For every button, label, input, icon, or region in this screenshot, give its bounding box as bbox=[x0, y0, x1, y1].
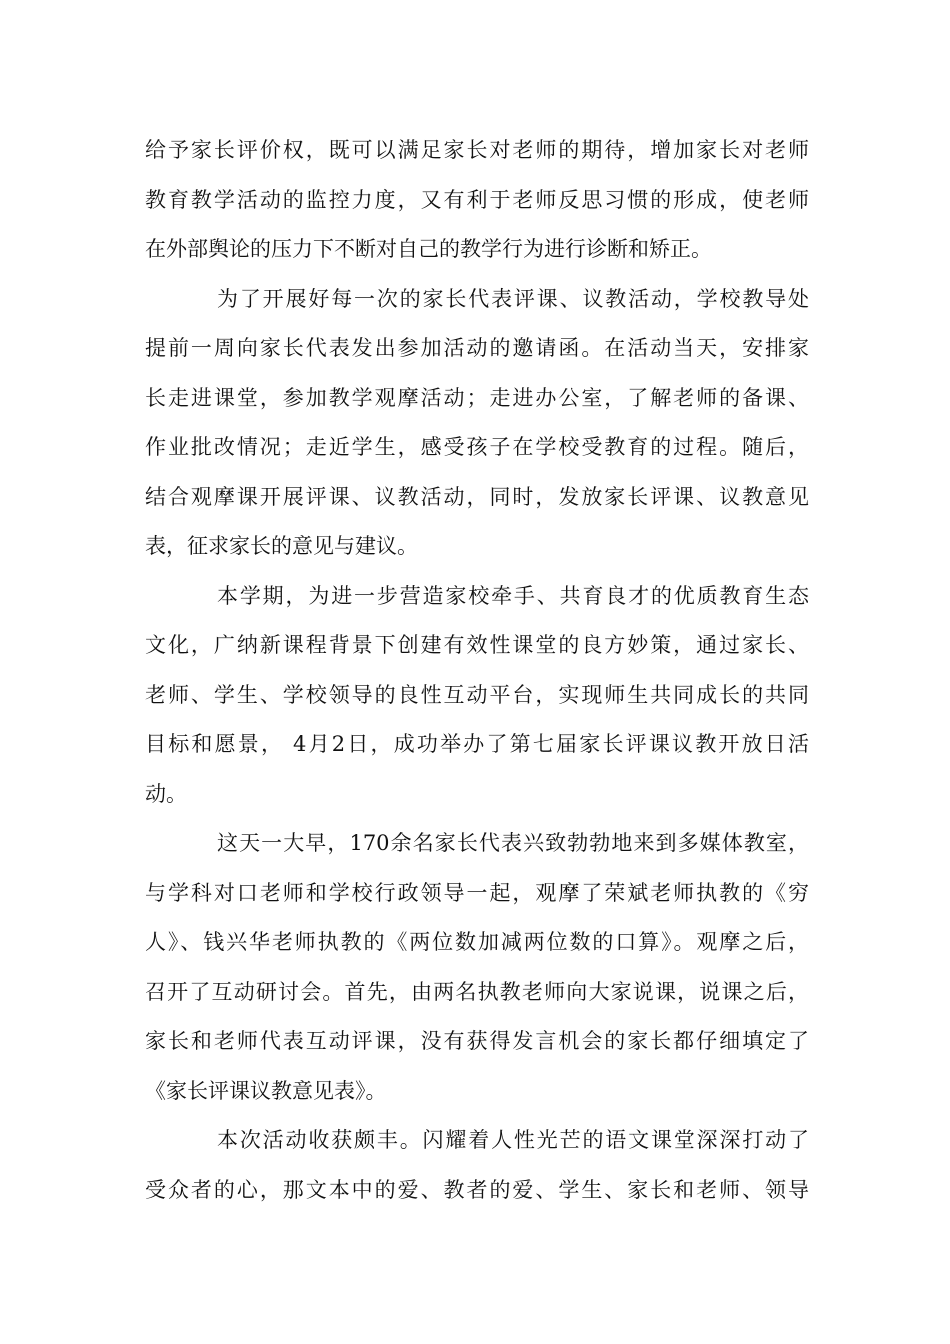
text-line: 目标和愿景， 4月2日，成功举办了第七届家长评课议教开放日活 bbox=[145, 732, 809, 756]
text-line: 本次活动收获颇丰。闪耀着人性光芒的语文课堂深深打动了 bbox=[217, 1128, 809, 1152]
text-line: 长走进课堂，参加教学观摩活动；走进办公室，了解老师的备课、 bbox=[145, 385, 809, 410]
paragraph-4 bbox=[145, 819, 809, 1116]
text-line: 本学期，为进一步营造家校牵手、共育良才的优质教育生态 bbox=[217, 583, 809, 608]
paragraph-3 bbox=[145, 572, 809, 820]
text-line: 召开了互动研讨会。首先，由两名执教老师向大家说课，说课之后， bbox=[145, 979, 809, 1004]
document-body bbox=[145, 126, 809, 1215]
paragraph-1 bbox=[145, 126, 809, 275]
text-line: 动。 bbox=[145, 781, 187, 806]
text-line: 家长和老师代表互动评课，没有获得发言机会的家长都仔细填定了 bbox=[145, 1029, 809, 1053]
paragraph-2 bbox=[145, 275, 809, 572]
text-line: 在外部舆论的压力下不断对自己的教学行为进行诊断和矫正。 bbox=[145, 237, 712, 261]
text-line: 受众者的心，那文本中的爱、教者的爱、学生、家长和老师、领导 bbox=[145, 1177, 809, 1202]
text-line: 《家长评课议教意见表》。 bbox=[145, 1078, 387, 1103]
text-line: 人》、钱兴华老师执教的《两位数加减两位数的口算》。观摩之后， bbox=[145, 930, 809, 954]
text-line: 这天一大早，170余名家长代表兴致勃勃地来到多媒体教室， bbox=[217, 831, 809, 855]
text-line: 教育教学活动的监控力度，又有利于老师反思习惯的形成，使老师 bbox=[145, 187, 809, 212]
text-line: 老师、学生、学校领导的良性互动平台，实现师生共同成长的共同 bbox=[145, 682, 809, 707]
text-line: 文化，广纳新课程背景下创建有效性课堂的良方妙策，通过家长、 bbox=[145, 633, 809, 657]
text-line: 为了开展好每一次的家长代表评课、议教活动，学校教导处 bbox=[217, 286, 809, 311]
text-line: 表，征求家长的意见与建议。 bbox=[145, 534, 418, 558]
text-line: 提前一周向家长代表发出参加活动的邀请函。在活动当天，安排家 bbox=[145, 336, 809, 360]
text-line: 与学科对口老师和学校行政领导一起，观摩了荣斌老师执教的《穷 bbox=[145, 880, 809, 905]
text-line: 给予家长评价权，既可以满足家长对老师的期待，增加家长对老师 bbox=[145, 138, 809, 162]
text-line: 作业批改情况；走近学生，感受孩子在学校受教育的过程。随后， bbox=[145, 435, 809, 459]
text-line: 结合观摩课开展评课、议教活动，同时，发放家长评课、议教意见 bbox=[145, 484, 809, 509]
paragraph-5 bbox=[145, 1116, 809, 1215]
